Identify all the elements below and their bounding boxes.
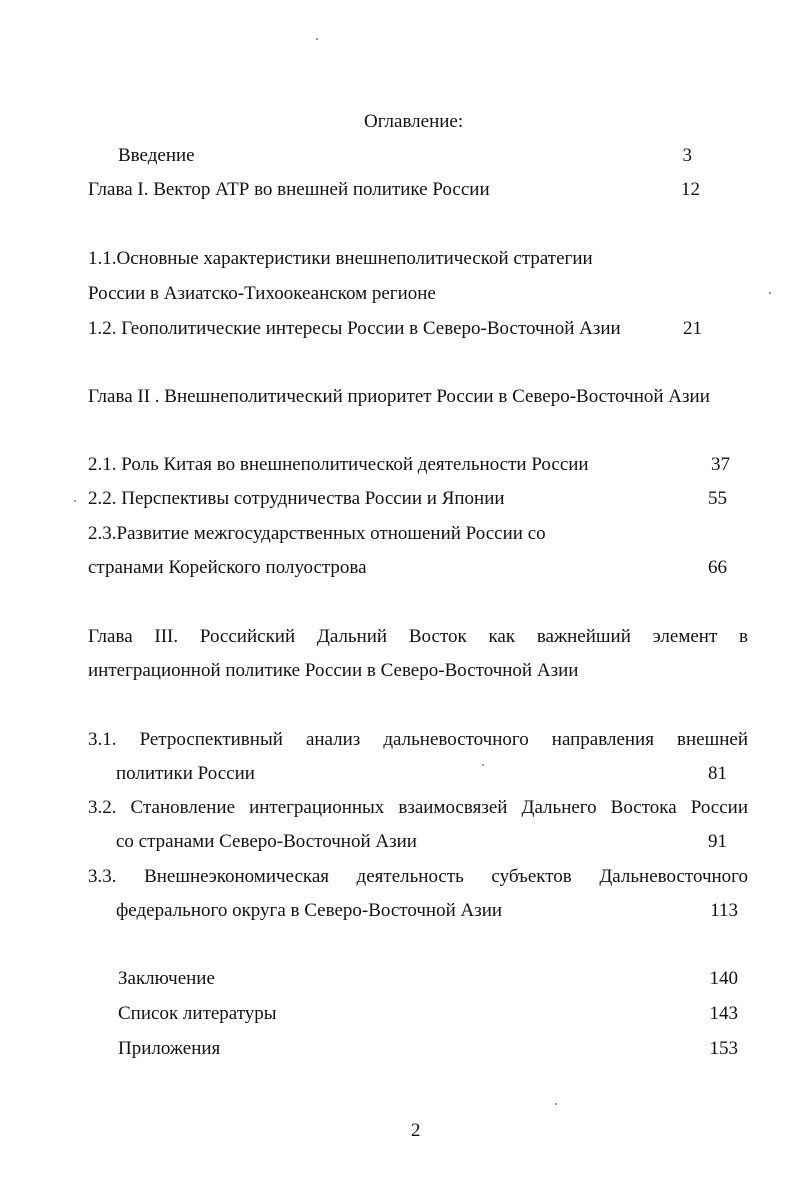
toc-title: Оглавление: [364, 111, 464, 132]
scan-speck [482, 764, 484, 766]
toc-references-page: 143 [709, 1003, 738, 1024]
toc-entry-intro-label: Введение [118, 145, 195, 166]
toc-section-3-1-line1: 3.1. Ретроспективный анализ дальневосточного направления внешней [88, 729, 748, 750]
scan-speck [74, 500, 76, 502]
toc-section-3-2-line2: со странами Северо-Восточной Азии [116, 831, 417, 852]
toc-section-2-2-label: 2.2. Перспективы сотрудничества России и Японии [88, 488, 505, 509]
toc-conclusion-page: 140 [709, 968, 738, 989]
toc-section-3-3-line2: федерального округа в Северо-Восточной Азии [116, 900, 503, 921]
toc-references-label: Список литературы [118, 1003, 277, 1024]
toc-section-1-2-label: 1.2. Геополитические интересы России в Северо-Восточной Азии [88, 318, 621, 339]
toc-chapter-1-label: Глава I. Вектор АТР во внешней политике России [88, 179, 490, 200]
toc-chapter-2-label: Глава II . Внешнеполитический приоритет России в Северо-Восточной Азии [88, 386, 710, 407]
toc-section-1-1-line1: 1.1.Основные характеристики внешнеполитической стратегии [88, 248, 593, 269]
toc-section-3-3-line1: 3.3. Внешнеэкономическая деятельность субъектов Дальневосточного [88, 866, 748, 887]
toc-section-2-1-page: 37 [711, 454, 730, 475]
toc-chapter-3-line2: интеграционной политике России в Северо-Восточной Азии [88, 660, 579, 681]
toc-section-2-3-line2: странами Корейского полуострова [88, 557, 367, 578]
toc-chapter-3-line1: Глава III. Российский Дальний Восток как важнейший элемент в [88, 626, 748, 647]
page-number: 2 [411, 1120, 421, 1141]
toc-section-2-1-label: 2.1. Роль Китая во внешнеполитической деятельности России [88, 454, 589, 475]
toc-chapter-1-page: 12 [681, 179, 700, 200]
toc-section-1-2-page: 21 [683, 318, 702, 339]
toc-section-2-3-line1: 2.3.Развитие межгосударственных отношений России со [88, 523, 546, 544]
toc-section-3-1-line2: политики России [116, 763, 255, 784]
toc-section-2-2-page: 55 [708, 488, 727, 509]
toc-section-1-1-line2: России в Азиатско-Тихоокеанском регионе [88, 283, 436, 304]
toc-conclusion-label: Заключение [118, 968, 215, 989]
scan-speck [316, 38, 318, 40]
toc-appendices-label: Приложения [118, 1038, 221, 1059]
toc-section-3-2-page: 91 [708, 831, 727, 852]
scan-speck [555, 1103, 557, 1105]
toc-entry-intro-page: 3 [682, 145, 692, 166]
toc-section-3-2-line1: 3.2. Становление интеграционных взаимосвязей Дальнего Востока России [88, 797, 748, 818]
toc-section-3-1-page: 81 [708, 763, 727, 784]
toc-section-2-3-page: 66 [708, 557, 727, 578]
scan-speck [769, 292, 771, 294]
toc-section-3-3-page: 113 [710, 900, 738, 921]
toc-appendices-page: 153 [709, 1038, 738, 1059]
